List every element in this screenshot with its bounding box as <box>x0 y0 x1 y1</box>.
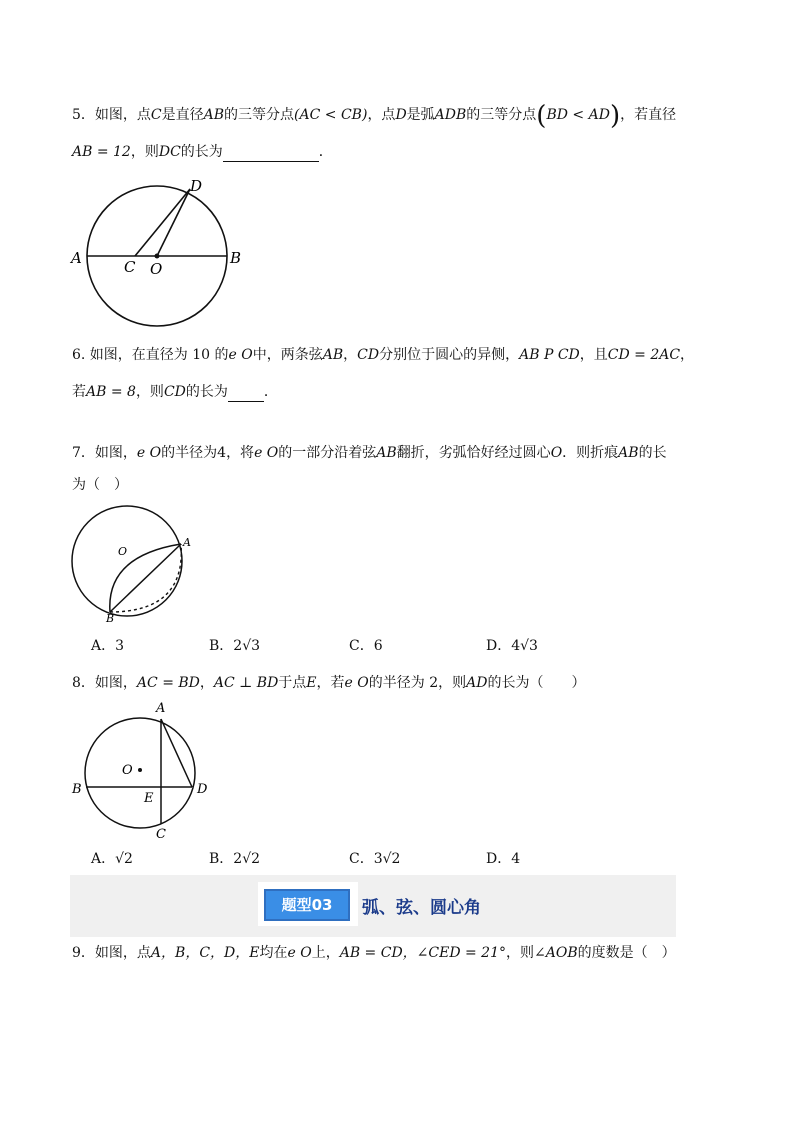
section-title: 弧、弦、圆心角 <box>362 898 481 918</box>
q8-var-E: E <box>306 675 317 691</box>
q6-line-2 <box>72 382 278 402</box>
q5-text: 的长为 <box>180 144 223 160</box>
q5-label-A: A <box>71 249 82 267</box>
q6-text: ， <box>680 347 695 363</box>
q9-line-1 <box>72 943 676 963</box>
q8-var-AD: AD <box>466 675 488 691</box>
q9-angle: ∠AOB <box>534 945 578 961</box>
q8-text: ，若 <box>316 675 345 691</box>
q9-text: 均在 <box>259 945 288 961</box>
q6-circle-O: e O <box>228 347 253 363</box>
q7-circle-O: e O <box>136 445 162 461</box>
q8-figure <box>66 698 226 844</box>
q7-option-d[interactable]: D．4√3 <box>486 638 538 654</box>
q7-text: 的半径为 <box>161 445 218 461</box>
q7-var-AB: AB <box>618 445 639 461</box>
q6-text: ， <box>343 347 358 363</box>
q8-option-a[interactable]: A．√2 <box>91 851 133 867</box>
q8-circle-O: e O <box>344 675 369 691</box>
q5-text: ，若直径 <box>620 107 677 123</box>
q5-label-C: C <box>124 258 136 276</box>
q7-option-b[interactable]: B．2√3 <box>209 638 261 654</box>
q7-text: ，将 <box>226 445 255 461</box>
q6-text: 6. 如图，在直径为 10 的 <box>72 347 229 363</box>
q5-line-1 <box>72 101 677 131</box>
q5-text: 5．如图，点 <box>72 107 151 123</box>
q5-paren: ) <box>609 101 621 131</box>
q6-answer-blank[interactable] <box>228 387 264 402</box>
q8-text: ， <box>199 675 214 691</box>
q6-text: 的长为 <box>185 384 228 400</box>
q5-label-O: O <box>150 260 163 278</box>
q5-condition-2: ( <box>536 101 547 131</box>
q8-label-B: B <box>72 782 82 797</box>
q7-circle-O: e O <box>254 445 279 461</box>
q6-arc-relation: CD = 2AC <box>607 347 681 363</box>
q8-option-b[interactable]: B．2√2 <box>209 851 261 867</box>
q5-text: ． <box>318 144 333 160</box>
q5-var-D: D <box>395 107 407 123</box>
q5-text: ，点 <box>367 107 396 123</box>
q7-text: 的长 <box>638 445 667 461</box>
q6-text: 分别位于圆心的异侧， <box>379 347 520 363</box>
q5-var-ADB: ADB <box>434 107 467 123</box>
q5-text: 的三等分点 <box>466 107 537 123</box>
q5-arc-AD: AD <box>588 107 610 123</box>
q5-var-DC: DC <box>158 144 181 160</box>
q8-text: 的长为（ ） <box>487 675 586 691</box>
section-badge: 题型03 <box>264 889 350 921</box>
q8-option-d[interactable]: D．4 <box>486 851 521 867</box>
q7-radius: 4 <box>217 445 227 461</box>
q5-label-B: B <box>230 249 242 267</box>
q7-text: 为（ ） <box>72 477 128 493</box>
q5-text: 的三等分点 <box>224 107 295 123</box>
q8-text: 的半径为 2，则 <box>368 675 467 691</box>
q6-var-AB: AB <box>322 347 344 363</box>
q9-text: 上， <box>311 945 340 961</box>
q8-text: 8．如图， <box>72 675 137 691</box>
q6-text: ，则 <box>135 384 164 400</box>
q6-var-CD: CD <box>163 384 186 400</box>
q7-var-O: O <box>550 445 563 461</box>
q5-given: AB = 12 <box>72 144 131 160</box>
q9-circle-O: e O <box>287 945 312 961</box>
q9-text: ，则 <box>506 945 535 961</box>
q9-text: 9．如图，点 <box>72 945 151 961</box>
q6-text: 中，两条弦 <box>252 347 323 363</box>
q8-label-A: A <box>156 701 166 716</box>
q5-line-2 <box>72 142 333 162</box>
q8-label-D: D <box>197 782 208 797</box>
q5-text: 是弧 <box>406 107 435 123</box>
q5-answer-blank[interactable] <box>223 147 319 162</box>
q9-text: 的度数是（ ） <box>577 945 676 961</box>
q7-option-c[interactable]: C．6 <box>349 638 383 654</box>
q8-label-E: E <box>144 791 154 806</box>
q7-line-1 <box>72 443 667 463</box>
q7-figure <box>66 500 206 630</box>
q7-option-a[interactable]: A．3 <box>91 638 125 654</box>
q7-label-A: A <box>183 536 191 549</box>
q7-var-AB: AB <box>376 445 397 461</box>
q6-parallel: AB P CD <box>519 347 580 363</box>
q5-text: 是直径 <box>161 107 204 123</box>
q7-text: 7．如图， <box>72 445 137 461</box>
q8-condition-2: AC ⊥ BD <box>213 675 279 691</box>
q6-given: AB = 8 <box>86 384 136 400</box>
q8-label-O: O <box>122 763 133 778</box>
q9-condition: AB = CD，∠CED = 21° <box>339 945 507 961</box>
q8-text: 于点 <box>278 675 307 691</box>
q7-label-O: O <box>118 545 128 558</box>
q7-line-2 <box>72 475 128 495</box>
q6-text: 若 <box>72 384 86 400</box>
q6-text: ，且 <box>579 347 608 363</box>
q5-arc-BD: BD <box>546 107 568 123</box>
q9-points: A，B，C，D，E <box>150 945 260 961</box>
q7-text: ．则折痕 <box>562 445 619 461</box>
q5-var-C: C <box>150 107 162 123</box>
q6-line-1 <box>72 345 694 365</box>
q5-figure <box>66 172 256 332</box>
q5-label-D: D <box>190 177 203 195</box>
q8-condition-1: AC = BD <box>136 675 200 691</box>
q5-var-AB: AB <box>203 107 225 123</box>
q7-label-B: B <box>106 612 115 625</box>
q8-option-c[interactable]: C．3√2 <box>349 851 401 867</box>
q5-text: ，则 <box>130 144 159 160</box>
q7-text: 的一部分沿着弦 <box>278 445 377 461</box>
q6-text: ． <box>263 384 278 400</box>
q6-var-CD: CD <box>357 347 380 363</box>
q8-label-C: C <box>156 827 166 842</box>
q7-text: 翻折，劣弧恰好经过圆心 <box>396 445 551 461</box>
q5-lt: < <box>572 107 585 123</box>
q5-condition-1: (AC < CB) <box>294 107 368 123</box>
q8-line-1 <box>72 673 585 693</box>
